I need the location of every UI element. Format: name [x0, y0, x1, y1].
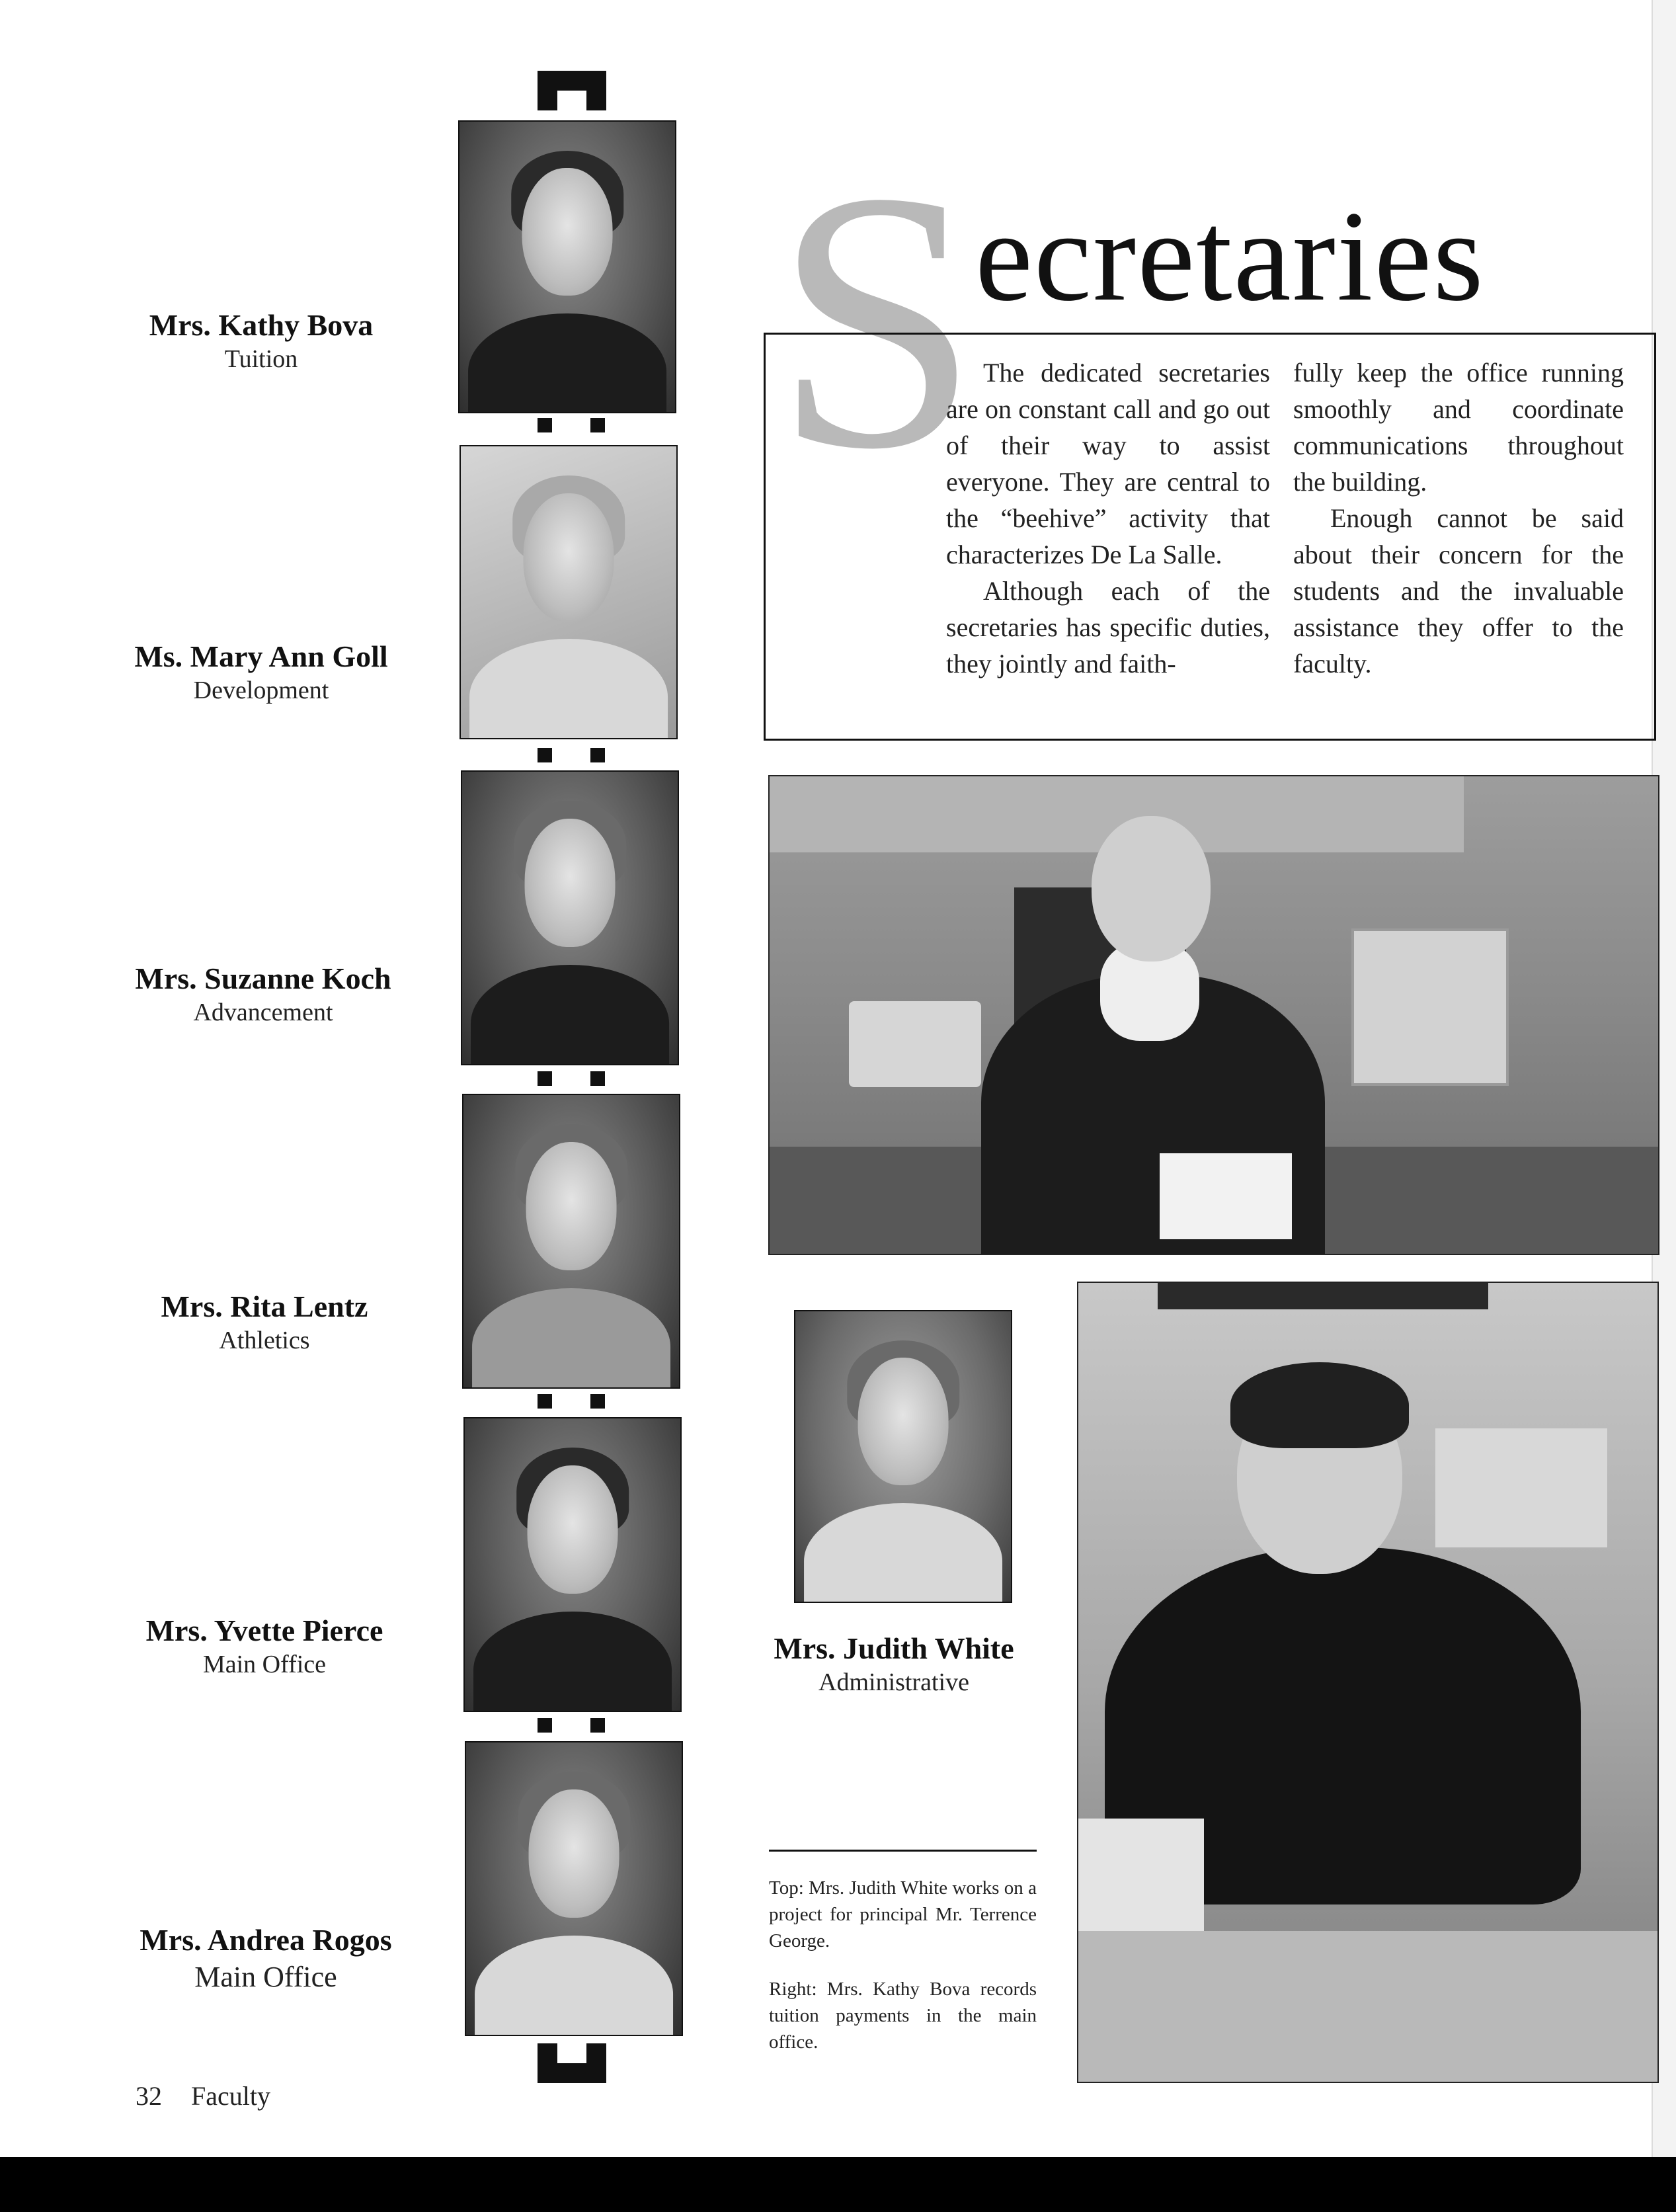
caption-right: Right: Mrs. Kathy Bova records tuition payments in the main office. [769, 1979, 1037, 2053]
intro-column-right [1293, 354, 1624, 682]
portrait-face [528, 1465, 618, 1594]
strip-hole [538, 1718, 552, 1733]
portrait-figure [469, 639, 668, 739]
featured-dept: Administrative [818, 1668, 969, 1696]
photo-frame [1158, 1283, 1488, 1309]
strip-hole [590, 1071, 605, 1086]
portrait-andrea-rogos [465, 1741, 683, 2036]
staff-entry [94, 1923, 438, 1996]
portrait-figure [473, 1612, 672, 1712]
strip-hole [538, 1071, 552, 1086]
caption-rule [769, 1850, 1037, 1852]
caption-top: Top: Mrs. Judith White works on a project for principal Mr. Terrence George. [769, 1877, 1037, 1951]
strip-hole [590, 1718, 605, 1733]
photo-monitor [1351, 928, 1509, 1086]
staff-name: Mrs. Suzanne Koch [135, 962, 391, 995]
staff-name: Mrs. Yvette Pierce [145, 1614, 383, 1647]
intro-paragraph: The dedicated secretaries are on constant call and go out of their way to assist everyone. They are central to the “beehive” activity that characterizes De La Salle. [946, 358, 1270, 569]
strip-hole [538, 748, 552, 762]
portrait-figure [471, 965, 669, 1065]
staff-dept: Advancement [193, 998, 333, 1026]
strip-bottom-cap-notch [557, 2043, 586, 2063]
staff-name: Mrs. Kathy Bova [149, 308, 374, 342]
portrait-yvette-pierce [463, 1417, 682, 1712]
title-initial: S [774, 116, 980, 526]
staff-entry [91, 962, 435, 1029]
intro-paragraph: Enough cannot be said about their concern for the students and the invaluable assistance they offer to the faculty. [1293, 503, 1624, 678]
featured-entry [722, 1631, 1066, 1699]
portrait-face [524, 493, 614, 622]
page-title: ecretaries [975, 184, 1485, 328]
staff-dept: Development [193, 676, 329, 704]
staff-name: Ms. Mary Ann Goll [134, 639, 388, 673]
strip-top-cap-notch [557, 91, 586, 110]
portrait-rita-lentz [462, 1094, 680, 1389]
folio [136, 2080, 299, 2111]
photo-person-head [1092, 816, 1211, 962]
photo-fax-machine [849, 1001, 981, 1087]
featured-name: Mrs. Judith White [774, 1631, 1014, 1665]
staff-entry [89, 308, 433, 376]
staff-dept: Main Office [202, 1650, 327, 1678]
staff-name: Mrs. Andrea Rogos [140, 1923, 392, 1957]
staff-dept: Athletics [219, 1326, 310, 1354]
portrait-kathy-bova [458, 120, 676, 413]
intro-column-left [946, 354, 1270, 682]
staff-dept: Main Office [194, 1960, 337, 1993]
photo-person-hair [1230, 1362, 1409, 1448]
portrait-figure [475, 1936, 673, 2036]
strip-hole [590, 418, 605, 432]
photo-office-right [1077, 1282, 1659, 2083]
intro-paragraph: fully keep the office running smoothly and coordinate communications throughout the building. [1293, 358, 1624, 497]
staff-name: Mrs. Rita Lentz [161, 1290, 368, 1323]
section-name: Faculty [191, 2081, 270, 2111]
portrait-judith-white [794, 1310, 1012, 1603]
portrait-face [525, 819, 616, 947]
photo-printer [1435, 1428, 1607, 1547]
portrait-face [858, 1358, 949, 1485]
staff-entry [93, 1614, 436, 1681]
portrait-figure [468, 313, 666, 413]
portrait-figure [472, 1288, 670, 1389]
portrait-figure [804, 1503, 1002, 1603]
strip-hole [590, 748, 605, 762]
portrait-face [529, 1789, 619, 1918]
portrait-suzanne-koch [461, 770, 679, 1065]
strip-hole [538, 418, 552, 432]
staff-entry [89, 639, 433, 707]
scan-border [0, 2157, 1676, 2212]
intro-box [764, 333, 1656, 741]
strip-hole [538, 1394, 552, 1409]
photo-counter [1078, 1931, 1659, 2083]
page-number: 32 [136, 2081, 162, 2111]
intro-paragraph: Although each of the secretaries has specific duties, they jointly and faith- [946, 576, 1270, 678]
photo-office-top [768, 775, 1659, 1255]
staff-dept: Tuition [224, 345, 298, 373]
photo-papers [1160, 1153, 1292, 1239]
portrait-mary-ann-goll [459, 445, 678, 739]
strip-hole [590, 1394, 605, 1409]
staff-entry [93, 1290, 436, 1357]
portrait-face [522, 168, 613, 296]
portrait-face [526, 1142, 617, 1270]
